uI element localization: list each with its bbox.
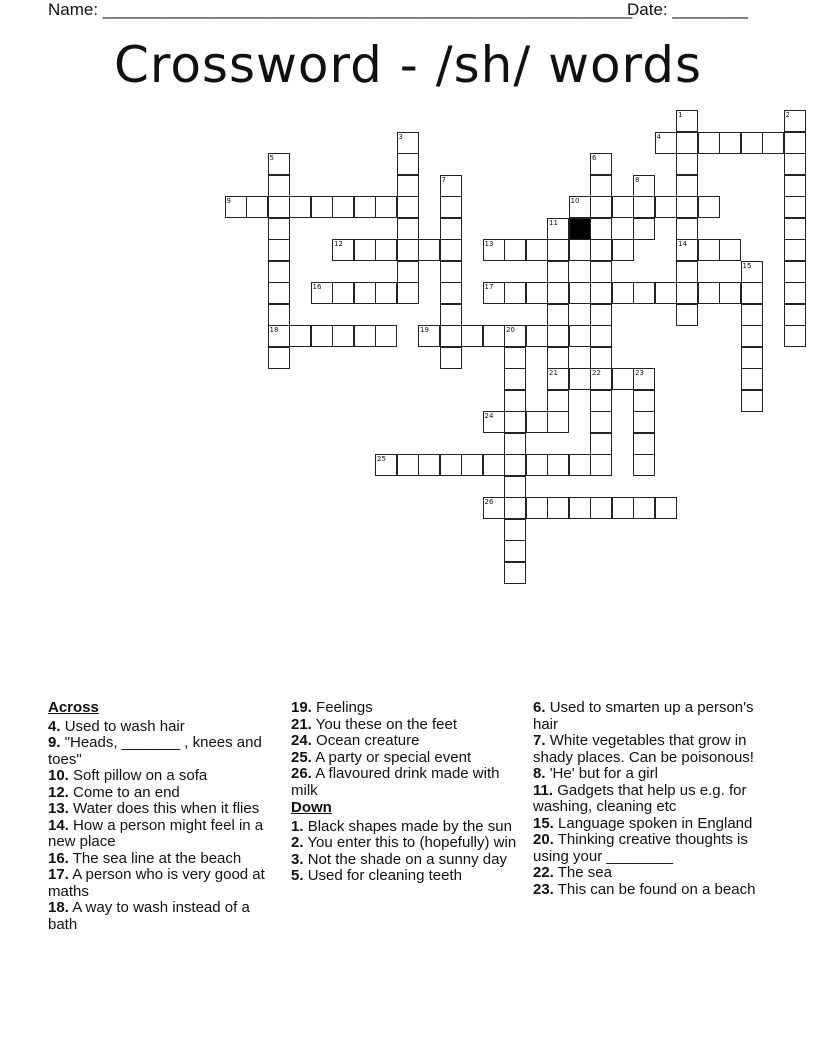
clue-item <box>291 717 519 734</box>
page-title: Crossword - /sh/ words <box>113 36 703 94</box>
clue-number: 9 <box>226 197 231 205</box>
clue-item-text: A person who is very good at maths <box>48 866 265 900</box>
grid-cell[interactable] <box>590 390 612 412</box>
clue-item <box>533 832 761 865</box>
grid-cell[interactable] <box>246 196 268 218</box>
clue-item-number: 1. <box>291 817 304 835</box>
grid-cell[interactable] <box>633 497 655 519</box>
grid-cell[interactable] <box>547 411 569 433</box>
grid-cell[interactable] <box>762 132 784 154</box>
grid-cell[interactable] <box>268 239 290 261</box>
grid-cell[interactable] <box>676 132 698 154</box>
clue-item-number: 4. <box>48 717 61 735</box>
clue-number: 11 <box>549 218 558 227</box>
grid-cell[interactable] <box>504 497 526 519</box>
clue-number: 24 <box>484 412 494 420</box>
clue-item-text: Language spoken in England <box>558 814 753 832</box>
grid-cell[interactable] <box>547 304 569 326</box>
grid-cell[interactable] <box>590 368 612 390</box>
grid-cell[interactable] <box>633 454 655 476</box>
grid-cell[interactable] <box>612 368 634 390</box>
grid-cell[interactable] <box>526 325 548 347</box>
grid-cell[interactable] <box>418 325 440 347</box>
grid-cell[interactable] <box>526 497 548 519</box>
clue-item-text: Not the shade on a sunny day <box>307 850 507 868</box>
grid-cell[interactable] <box>375 325 397 347</box>
clue-item-text: Used for cleaning teeth <box>307 867 462 884</box>
grid-cell[interactable] <box>676 282 698 304</box>
grid-cell[interactable] <box>612 239 634 261</box>
grid-cell[interactable] <box>676 261 698 283</box>
grid-cell[interactable] <box>547 347 569 369</box>
grid-cell[interactable] <box>676 304 698 326</box>
grid-cell[interactable] <box>332 325 354 347</box>
grid-cell[interactable] <box>268 196 290 218</box>
grid-cell[interactable] <box>590 347 612 369</box>
clue-number: 2 <box>785 111 790 119</box>
clue-number: 8 <box>635 175 640 184</box>
grid-cell[interactable] <box>354 282 376 304</box>
clue-item-number: 19. <box>291 699 312 716</box>
clue-number: 7 <box>441 175 446 184</box>
grid-cell[interactable] <box>268 304 290 326</box>
date-field-label: Date: ________ <box>627 0 748 19</box>
clue-item-number: 26. <box>291 765 312 782</box>
grid-cell[interactable] <box>440 261 462 283</box>
clue-item <box>533 783 761 816</box>
grid-cell[interactable] <box>784 304 806 326</box>
clue-number: 14 <box>678 240 687 248</box>
grid-cell[interactable] <box>633 433 655 455</box>
grid-cell[interactable] <box>655 132 677 154</box>
grid-cell[interactable] <box>483 325 505 347</box>
grid-cell[interactable] <box>440 304 462 326</box>
grid-cell[interactable] <box>590 175 612 197</box>
grid-cell[interactable] <box>440 175 462 197</box>
clue-item-number: 23. <box>533 880 554 898</box>
grid-cell[interactable] <box>590 497 612 519</box>
clue-item <box>291 819 519 836</box>
grid-cell[interactable] <box>504 454 526 476</box>
grid-cell[interactable] <box>504 325 526 347</box>
grid-cell[interactable] <box>741 304 763 326</box>
clue-number: 13 <box>484 240 494 248</box>
grid-cell[interactable] <box>569 497 591 519</box>
grid-cell[interactable] <box>633 282 655 304</box>
clue-item <box>48 818 276 851</box>
grid-cell[interactable] <box>569 282 591 304</box>
grid-cell[interactable] <box>483 239 505 261</box>
clue-number: 16 <box>312 283 322 291</box>
clue-item-number: 16. <box>48 849 69 867</box>
grid-cell[interactable] <box>483 454 505 476</box>
grid-cell[interactable] <box>397 132 419 154</box>
grid-cell[interactable] <box>375 282 397 304</box>
down-heading: Down <box>291 799 332 816</box>
clue-item <box>48 801 276 818</box>
grid-cell[interactable] <box>311 196 333 218</box>
grid-cell[interactable] <box>547 325 569 347</box>
clue-item <box>48 900 276 933</box>
clue-number: 5 <box>269 154 274 162</box>
clue-item <box>291 766 519 799</box>
clue-item-text: Ocean creature <box>316 732 420 749</box>
grid-cell[interactable] <box>741 282 763 304</box>
grid-cell[interactable] <box>526 239 548 261</box>
grid-cell[interactable] <box>676 196 698 218</box>
grid-cell[interactable] <box>440 196 462 218</box>
grid-cell[interactable] <box>311 325 333 347</box>
grid-cell[interactable] <box>375 454 397 476</box>
clue-item <box>533 700 761 733</box>
across-heading: Across <box>48 699 99 716</box>
clue-item-text: 'He' but for a girl <box>549 765 658 782</box>
grid-cell[interactable] <box>504 411 526 433</box>
clue-item-text: Come to an end <box>73 783 180 801</box>
grid-cell[interactable] <box>268 347 290 369</box>
clue-item-text: Used to smarten up a person's hair <box>533 699 754 733</box>
clue-number: 22 <box>592 369 601 377</box>
grid-cell[interactable] <box>332 239 354 261</box>
clue-item-text: Used to wash hair <box>64 717 185 735</box>
clue-item-number: 10. <box>48 767 69 784</box>
grid-cell[interactable] <box>741 368 763 390</box>
clue-number: 15 <box>742 261 752 270</box>
grid-cell[interactable] <box>483 411 505 433</box>
clue-item <box>291 868 519 885</box>
grid-cell[interactable] <box>784 110 806 132</box>
grid-cell[interactable] <box>547 261 569 283</box>
grid-cell[interactable] <box>461 454 483 476</box>
clue-item-text: This can be found on a beach <box>557 880 756 898</box>
grid-cell[interactable] <box>526 411 548 433</box>
clue-item-number: 7. <box>533 732 546 749</box>
clue-item <box>533 882 761 899</box>
grid-cell[interactable] <box>289 325 311 347</box>
grid-cell[interactable] <box>569 454 591 476</box>
grid-cell[interactable] <box>289 196 311 218</box>
clue-item-text: You these on the feet <box>315 715 457 733</box>
grid-cell[interactable] <box>332 282 354 304</box>
grid-cell[interactable] <box>397 282 419 304</box>
clue-number: 26 <box>484 498 494 506</box>
grid-cell[interactable] <box>719 282 741 304</box>
grid-cell[interactable] <box>547 454 569 476</box>
grid-cell[interactable] <box>633 175 655 197</box>
grid-cell[interactable] <box>461 325 483 347</box>
grid-cell[interactable] <box>633 196 655 218</box>
grid-cell[interactable] <box>590 261 612 283</box>
clue-item-number: 13. <box>48 800 69 817</box>
grid-cell[interactable] <box>784 325 806 347</box>
clue-item-text: Gadgets that help us e.g. for washing, cleaning etc <box>533 781 747 815</box>
clue-item-text: Water does this when it flies <box>73 800 260 817</box>
grid-cell[interactable] <box>698 196 720 218</box>
clue-number: 1 <box>678 111 683 119</box>
clue-item-number: 6. <box>533 699 546 716</box>
grid-cell[interactable] <box>547 368 569 390</box>
grid-cell[interactable] <box>526 282 548 304</box>
clue-number: 3 <box>398 132 403 141</box>
clue-item <box>291 700 519 717</box>
grid-cell[interactable] <box>590 433 612 455</box>
grid-cell[interactable] <box>397 196 419 218</box>
clue-item-number: 20. <box>533 831 554 848</box>
grid-cell[interactable] <box>698 132 720 154</box>
clue-number: 6 <box>592 154 597 162</box>
grid-cell[interactable] <box>590 454 612 476</box>
grid-cell[interactable] <box>784 175 806 197</box>
grid-cell[interactable] <box>547 239 569 261</box>
grid-cell[interactable] <box>268 175 290 197</box>
clue-item-number: 18. <box>48 899 69 916</box>
grid-cell[interactable] <box>633 411 655 433</box>
clue-number: 10 <box>570 197 580 205</box>
clue-item-text: Black shapes made by the sun <box>307 817 512 835</box>
clue-item-text: You enter this to (hopefully) win <box>307 834 517 851</box>
grid-cell[interactable] <box>397 175 419 197</box>
grid-cell[interactable] <box>719 239 741 261</box>
clue-item-text: How a person might feel in a new place <box>48 816 264 850</box>
clue-item <box>48 768 276 785</box>
clue-item-text: A way to wash instead of a bath <box>48 899 250 933</box>
clues-column-2 <box>291 700 519 885</box>
grid-cell[interactable] <box>504 519 526 541</box>
grid-cell[interactable] <box>676 218 698 240</box>
grid-cell[interactable] <box>741 132 763 154</box>
clues-column-1 <box>48 700 276 933</box>
clue-number: 21 <box>549 369 558 377</box>
grid-cell[interactable] <box>268 282 290 304</box>
grid-cell[interactable] <box>612 196 634 218</box>
grid-cell[interactable] <box>569 368 591 390</box>
grid-cell[interactable] <box>547 282 569 304</box>
clue-item <box>48 785 276 802</box>
grid-cell[interactable] <box>676 175 698 197</box>
clue-number: 18 <box>269 326 279 334</box>
grid-cell[interactable] <box>741 325 763 347</box>
grid-cell[interactable] <box>547 390 569 412</box>
grid-cell[interactable] <box>569 325 591 347</box>
grid-cell[interactable] <box>397 218 419 240</box>
clue-item <box>291 852 519 869</box>
grid-cell[interactable] <box>354 196 376 218</box>
clue-item <box>533 816 761 833</box>
clue-item-text: Soft pillow on a sofa <box>73 767 208 784</box>
grid-cell[interactable] <box>504 390 526 412</box>
grid-cell[interactable] <box>483 497 505 519</box>
grid-cell[interactable] <box>375 196 397 218</box>
grid-cell[interactable] <box>440 325 462 347</box>
clue-item-number: 3. <box>291 850 304 868</box>
clue-item-number: 15. <box>533 814 554 832</box>
name-field-label: Name: ________________________________________________________ <box>48 0 633 19</box>
grid-cell[interactable] <box>440 282 462 304</box>
clue-item <box>291 733 519 750</box>
grid-cell[interactable] <box>504 347 526 369</box>
grid-cell[interactable] <box>569 196 591 218</box>
grid-cell[interactable] <box>332 196 354 218</box>
grid-cell[interactable] <box>268 153 290 175</box>
grid-cell[interactable] <box>784 218 806 240</box>
grid-cell[interactable] <box>526 454 548 476</box>
clue-item <box>48 719 276 736</box>
grid-cell[interactable] <box>612 497 634 519</box>
clue-item <box>48 735 276 768</box>
grid-cell[interactable] <box>590 153 612 175</box>
clue-item-number: 11. <box>533 781 554 799</box>
clue-item-number: 8. <box>533 765 546 782</box>
grid-cell[interactable] <box>547 497 569 519</box>
grid-cell[interactable] <box>504 368 526 390</box>
grid-cell[interactable] <box>784 153 806 175</box>
grid-cell[interactable] <box>784 261 806 283</box>
clue-item-text: A party or special event <box>315 748 472 766</box>
clue-number: 12 <box>334 240 343 248</box>
clue-item-text: The sea line at the beach <box>72 849 242 867</box>
grid-cell[interactable] <box>375 239 397 261</box>
grid-cell[interactable] <box>784 282 806 304</box>
grid-cell[interactable] <box>655 282 677 304</box>
clue-item-number: 25. <box>291 748 312 766</box>
grid-cell[interactable] <box>354 325 376 347</box>
grid-cell[interactable] <box>741 261 763 283</box>
clue-item-number: 12. <box>48 783 69 801</box>
grid-cell[interactable] <box>633 390 655 412</box>
grid-cell[interactable] <box>590 304 612 326</box>
clue-item <box>533 766 761 783</box>
grid-cell[interactable] <box>612 282 634 304</box>
grid-cell[interactable] <box>268 261 290 283</box>
grid-cell[interactable] <box>676 110 698 132</box>
clue-item-number: 2. <box>291 834 304 851</box>
grid-cell[interactable] <box>418 454 440 476</box>
grid-cell[interactable] <box>590 282 612 304</box>
grid-cell[interactable] <box>784 196 806 218</box>
clue-item <box>48 851 276 868</box>
grid-cell[interactable] <box>569 239 591 261</box>
grid-cell[interactable] <box>504 540 526 562</box>
grid-cell[interactable] <box>504 562 526 584</box>
clue-item-number: 14. <box>48 816 69 834</box>
clue-number: 23 <box>635 369 644 377</box>
grid-cell[interactable] <box>676 239 698 261</box>
clue-number: 19 <box>420 326 429 334</box>
clue-item <box>291 750 519 767</box>
grid-cell[interactable] <box>504 476 526 498</box>
grid-cell[interactable] <box>784 239 806 261</box>
clue-item <box>533 865 761 882</box>
clues-column-3 <box>533 700 761 898</box>
grid-cell[interactable] <box>504 282 526 304</box>
clue-item-text: A flavoured drink made with milk <box>291 765 500 799</box>
grid-cell[interactable] <box>698 239 720 261</box>
grid-cell[interactable] <box>397 454 419 476</box>
grid-cell[interactable] <box>676 153 698 175</box>
clue-item-text: The sea <box>557 864 612 881</box>
grid-cell[interactable] <box>633 218 655 240</box>
grid-cell[interactable] <box>397 239 419 261</box>
grid-cell[interactable] <box>418 239 440 261</box>
grid-cell[interactable] <box>504 433 526 455</box>
grid-cell[interactable] <box>397 261 419 283</box>
grid-cell[interactable] <box>268 325 290 347</box>
grid-cell[interactable] <box>590 218 612 240</box>
grid-cell[interactable] <box>590 411 612 433</box>
clue-number: 20 <box>506 326 515 334</box>
grid-cell-black <box>569 218 591 240</box>
grid-cell[interactable] <box>268 218 290 240</box>
clue-item-text: White vegetables that grow in shady places. Can be poisonous! <box>533 732 754 766</box>
grid-cell[interactable] <box>741 347 763 369</box>
grid-cell[interactable] <box>504 239 526 261</box>
grid-cell[interactable] <box>784 132 806 154</box>
clue-number: 25 <box>377 455 386 463</box>
grid-cell[interactable] <box>225 196 247 218</box>
grid-cell[interactable] <box>698 282 720 304</box>
grid-cell[interactable] <box>440 218 462 240</box>
clue-item <box>48 867 276 900</box>
grid-cell[interactable] <box>719 132 741 154</box>
clue-item-text: Feelings <box>316 699 373 716</box>
grid-cell[interactable] <box>440 454 462 476</box>
clue-item-number: 21. <box>291 715 312 733</box>
clue-item-number: 24. <box>291 732 312 749</box>
grid-cell[interactable] <box>440 239 462 261</box>
grid-cell[interactable] <box>354 239 376 261</box>
clue-item-number: 22. <box>533 864 554 881</box>
clue-number: 4 <box>656 132 661 141</box>
clue-item <box>291 835 519 852</box>
grid-cell[interactable] <box>590 196 612 218</box>
clue-item-text: Thinking creative thoughts is using your ________ <box>533 831 748 865</box>
grid-cell[interactable] <box>655 497 677 519</box>
grid-cell[interactable] <box>483 282 505 304</box>
grid-cell[interactable] <box>633 368 655 390</box>
grid-cell[interactable] <box>590 239 612 261</box>
grid-cell[interactable] <box>440 347 462 369</box>
grid-cell[interactable] <box>590 325 612 347</box>
grid-cell[interactable] <box>547 218 569 240</box>
grid-cell[interactable] <box>311 282 333 304</box>
grid-cell[interactable] <box>397 153 419 175</box>
clue-item-text: "Heads, _______ , knees and toes" <box>48 734 262 768</box>
grid-cell[interactable] <box>655 196 677 218</box>
clue-number: 17 <box>484 283 494 291</box>
clue-item-number: 5. <box>291 867 304 884</box>
grid-cell[interactable] <box>741 390 763 412</box>
clue-item <box>533 733 761 766</box>
clue-item-number: 17. <box>48 866 69 883</box>
clue-item-number: 9. <box>48 734 61 751</box>
